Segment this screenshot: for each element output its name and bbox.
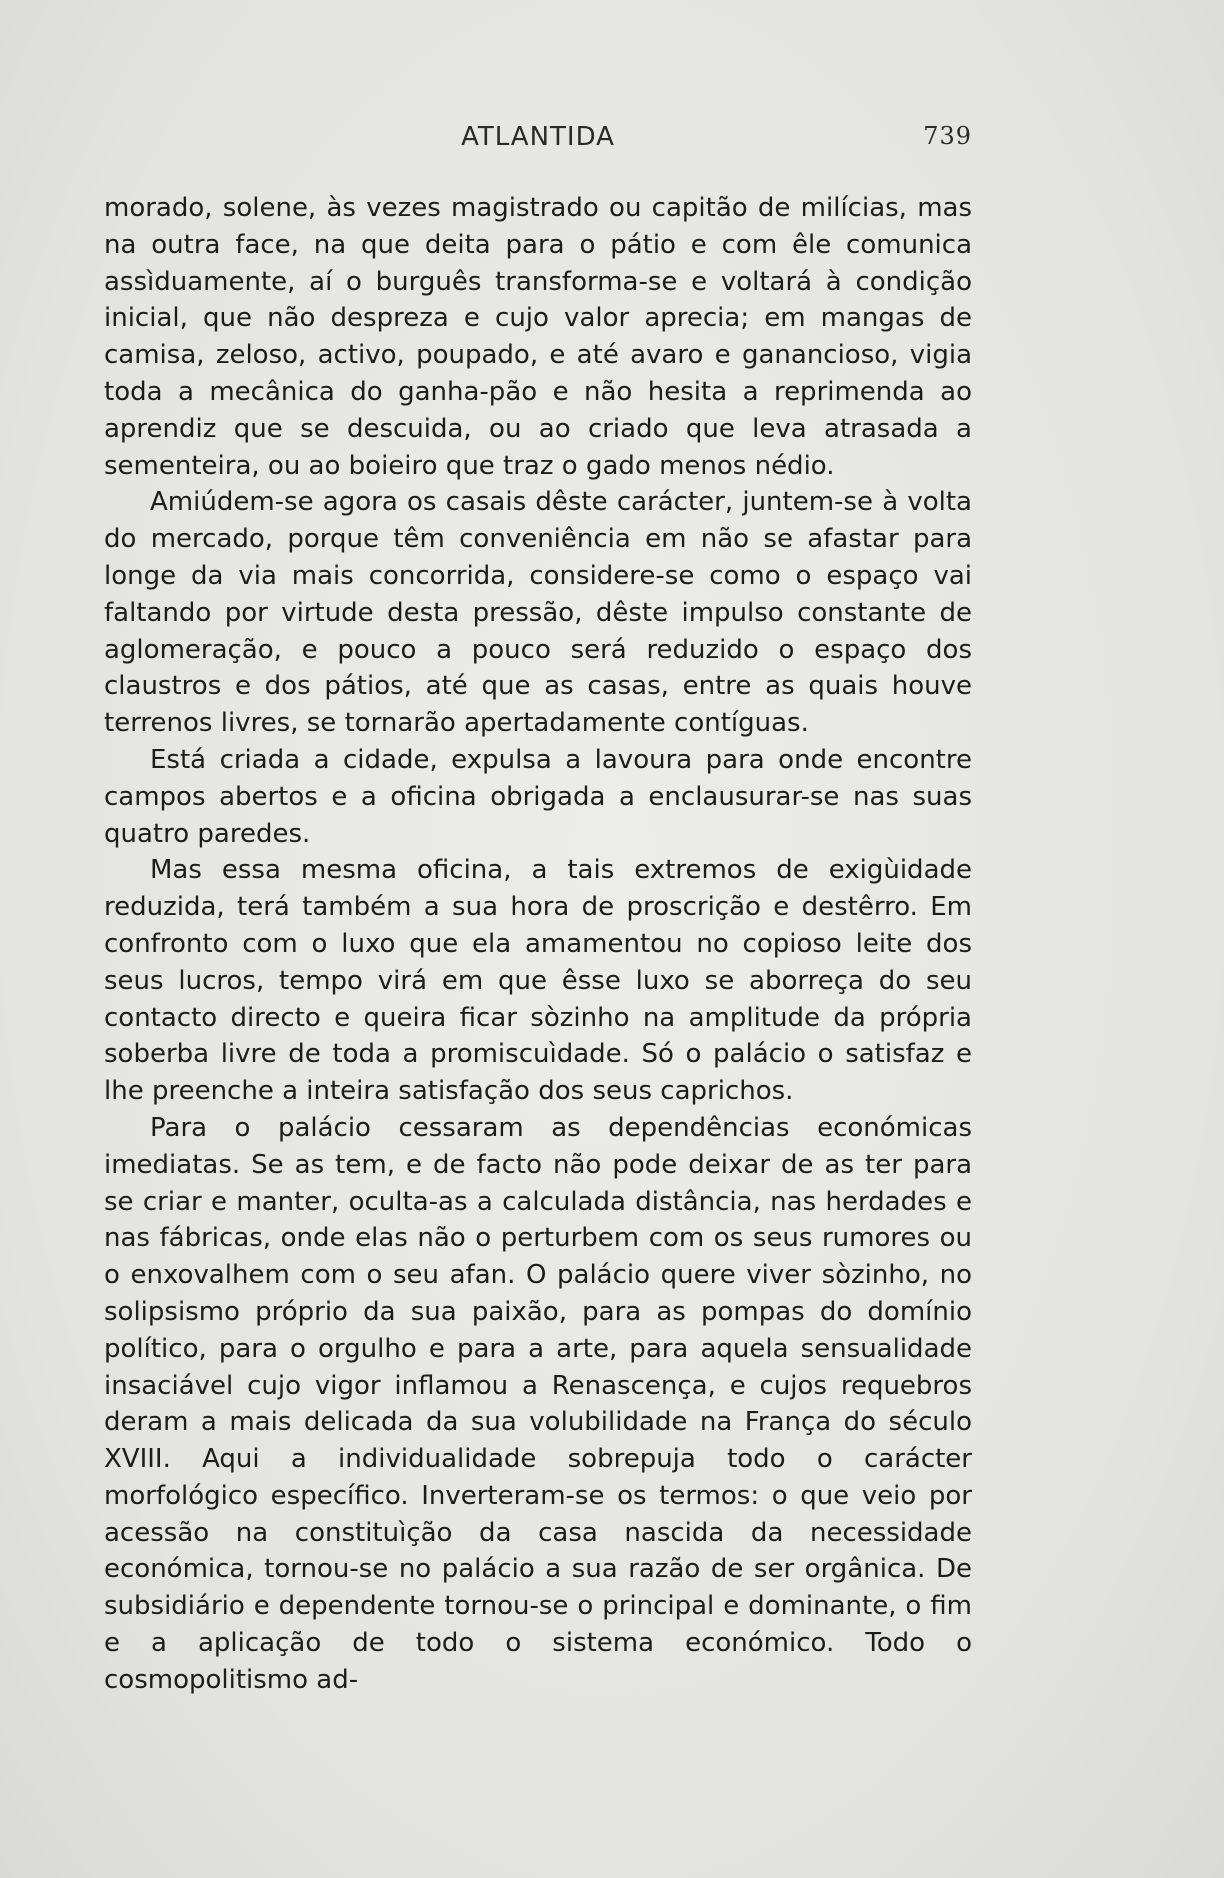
paragraph-2: Amiúdem-se agora os casais dêste carácter, juntem-se à volta do mercado, porque têm conveniência em não se afastar para longe da via mais concorrida, considere-se como o espaço vai faltando por virtude desta pressão, dêste impulso constante de aglomeração, e pouco a pouco será reduzido o espaço dos claustros e dos pátios, até que as casas, entre as quais houve terrenos livres, se tornarão apertadamente contíguas.: [104, 487, 972, 739]
paragraph-5: Para o palácio cessaram as dependências económicas imediatas. Se as tem, e de facto não pode deixar de as ter para se criar e manter, oculta-as a calculada distância, nas herdades e nas fábricas, onde elas não o perturbem com os seus rumores ou o enxovalhem com o seu afan. O palácio quere viver sòzinho, no solipsismo próprio da sua paixão, para as pompas do domínio político, para o orgulho e para a arte, para aquela sensualidade insaciável cujo vigor inflamou a Renascença, e cujos requebros deram a mais delicada da sua volubilidade na França do século XVIII. Aqui a individualidade sobrepuja todo o carácter morfológico específico. Inverteram-se os termos: o que veio por acessão na constituìção da casa nascida da necessidade económica, tornou-se no palácio a sua razão de ser orgânica. De subsidiário e dependente tornou-se o principal e dominante, o fim e a aplicação de todo o sistema económico. Todo o cosmopolitismo ad-: [104, 1112, 972, 1695]
body-text: [104, 190, 972, 1699]
paragraph-4: Mas essa mesma oficina, a tais extremos de exigùidade reduzida, terá também a sua hora de proscrição e destêrro. Em confronto com o luxo que ela amamentou no copioso leite dos seus lucros, tempo virá em que êsse luxo se aborreça do seu contacto directo e queira ficar sòzinho na amplitude da própria soberba livre de toda a promiscuìdade. Só o palácio o satisfaz e lhe preenche a inteira satisfação dos seus caprichos.: [104, 855, 972, 1107]
running-title: ATLANTIDA: [461, 122, 615, 152]
page-header: [104, 122, 972, 162]
paragraph-1: morado, solene, às vezes magistrado ou capitão de milícias, mas na outra face, na que deita para o pátio e com êle comunica assìduamente, aí o burguês transforma-se e voltará à condição inicial, que não despreza e cujo valor aprecia; em mangas de camisa, zeloso, activo, poupado, e até avaro e ganancioso, vigia toda a mecânica do ganha-pão e não hesita a reprimenda ao aprendiz que se descuida, ou ao criado que leva atrasada a sementeira, ou ao boieiro que traz o gado menos nédio.: [104, 193, 972, 481]
paragraph-3: Está criada a cidade, expulsa a lavoura para onde encontre campos abertos e a oficina obrigada a enclausurar-se nas suas quatro paredes.: [104, 744, 972, 849]
page-number: 739: [923, 122, 972, 150]
